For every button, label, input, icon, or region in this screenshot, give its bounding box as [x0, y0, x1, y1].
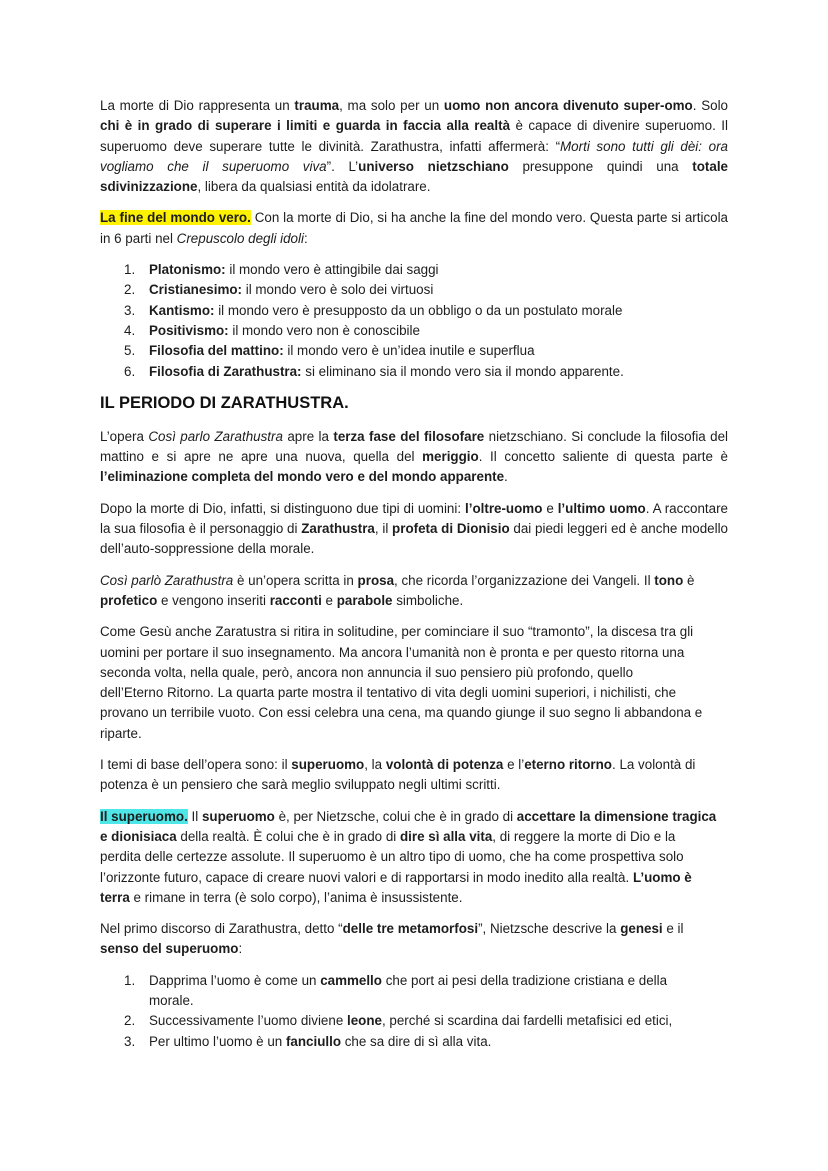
list-number: 4. [124, 322, 136, 338]
document-page [100, 96, 728, 1060]
text: e vengono inseriti [157, 592, 270, 608]
bold-text: universo nietzschiano [358, 158, 509, 174]
paragraph-two-types-of-men [100, 499, 728, 560]
text: : [238, 941, 243, 957]
bold-text: superuomo [165, 941, 239, 957]
paragraph-solitude [100, 622, 728, 744]
text: La morte di Dio rappresenta un [100, 98, 295, 113]
bold-text: Positivismo: [149, 322, 229, 338]
list-number: 6. [124, 363, 136, 379]
bold-text: accettare la dimensione tragica [516, 808, 717, 824]
list-number: 1. [124, 972, 136, 988]
bold-text: delle tre metamorfosi [342, 921, 479, 937]
text: Nel primo discorso di Zarathustra, detto “ [100, 921, 343, 937]
list-number: 3. [124, 1033, 136, 1049]
text: Dopo la morte di Dio, infatti, si distinguono due tipi di uomini: [100, 500, 466, 516]
paragraph-superman [100, 807, 728, 908]
list-item [100, 260, 728, 280]
text: il mondo vero è un’idea inutile e superflua [283, 343, 535, 359]
text: . Solo [692, 98, 728, 113]
text: Il [187, 808, 202, 824]
list-number: 2. [124, 282, 136, 298]
bold-text: superuomo [291, 757, 365, 773]
section-heading: IL PERIODO DI ZARATHUSTRA. [100, 393, 349, 412]
bold-text: l’oltre-uomo [465, 500, 543, 516]
text-line: potenza è un pensiero che sarà meglio sviluppato negli ultimi scritti. [100, 777, 501, 793]
text: Per ultimo l’uomo è un [149, 1033, 286, 1049]
text: , libera da qualsiasi entità da idolatrare. [197, 179, 431, 195]
bold-text: fanciullo [285, 1033, 342, 1049]
italic-quote: Morti sono tutti gli dèi: ora vogliamo che il superuomo viva [100, 138, 728, 174]
text: : [303, 230, 308, 246]
text-line: provano un terribile vuoto. Con essi celebra una cena, ma quando giunge il suo segno li abbandona e [100, 705, 703, 721]
text: , la [364, 757, 386, 773]
text: il mondo vero è attingibile dai saggi [225, 262, 439, 278]
text: . [504, 469, 508, 485]
text: I temi di base dell’opera sono: il [100, 757, 292, 773]
bold-text: superuomo [201, 808, 275, 824]
bold-text: Filosofia del mattino: [149, 343, 284, 359]
text: è [683, 572, 695, 588]
bold-text: Kantismo: [149, 302, 215, 318]
bold-text: totale sdivinizzazione [100, 158, 728, 195]
text: dai piedi leggeri ed è anche modello dell’auto-soppressione della morale. [100, 521, 728, 557]
text-line: riparte. [100, 725, 142, 741]
bold-text: Platonismo: [149, 262, 226, 278]
list-number: 3. [124, 302, 136, 318]
list-number: 2. [124, 1013, 136, 1029]
bold-text: Cristianesimo: [149, 282, 243, 298]
text: Successivamente l’uomo diviene [149, 1013, 347, 1029]
bold-text: eterno ritorno [524, 757, 612, 773]
text-line: perdita delle certezze assolute. Il superuomo è un altro tipo di uomo, che ha come prospettiva solo [100, 849, 684, 865]
text: che sa dire di sì alla vita. [341, 1033, 492, 1049]
paragraph-end-of-true-world [100, 208, 728, 249]
list-item [100, 341, 728, 361]
bold-text: volontà di potenza [385, 757, 504, 773]
bold-text: parabole [336, 592, 393, 608]
text-line: uomini per portare il suo insegnamento. Ma ancora l’umanità non è pronta e per questo ritorna una [100, 644, 685, 660]
text: , perché si scardina dai fardelli metafisici ed etici, [381, 1013, 673, 1029]
bold-text: genesi [620, 921, 663, 937]
italic-title: Così parlo Zarathustra [148, 428, 283, 444]
list-number: 1. [124, 262, 136, 278]
text: . La volontà di [612, 757, 696, 773]
bold-text: L’uomo è [632, 869, 692, 885]
text: e rimane in terra (è solo corpo), l’anima è insussistente. [129, 889, 463, 905]
text: . Il concetto saliente di questa parte è [478, 449, 728, 465]
text: della realtà. È colui che è in grado di [176, 828, 400, 844]
bold-text: leone [346, 1013, 382, 1029]
paragraph-three-metamorphoses [100, 919, 728, 960]
text: e il [662, 921, 684, 937]
text: il mondo vero non è conoscibile [228, 322, 420, 338]
numbered-list-metamorphoses [100, 971, 728, 1052]
bold-text: dire sì alla vita [399, 828, 493, 844]
text: il mondo vero è presupposto da un obbligo o da un postulato morale [214, 302, 623, 318]
bold-text: prosa [357, 572, 395, 588]
italic-title: Così parlò Zarathustra [100, 572, 234, 588]
paragraph-death-of-god [100, 96, 728, 197]
bold-text: cammello [320, 972, 382, 988]
bold-text: profetico [100, 592, 158, 608]
text: presuppone quindi una [508, 158, 693, 174]
bold-text: chi è in grado di superare i limiti e guarda in faccia alla realtà [100, 118, 511, 134]
bold-text: racconti [269, 592, 322, 608]
bold-text: uomo non ancora divenuto super-omo [443, 98, 693, 113]
list-item [100, 1011, 728, 1031]
bold-text: tono [654, 572, 684, 588]
bold-text: profeta di Dionisio [392, 521, 510, 537]
list-item [100, 362, 728, 382]
text: , che ricorda l’organizzazione dei Vangeli. Il [394, 572, 655, 588]
text: , il [374, 521, 393, 537]
text: e l’ [503, 757, 525, 773]
italic-title: Crepuscolo degli idoli [176, 230, 304, 246]
text: simboliche. [392, 592, 464, 608]
text: il mondo vero è solo dei virtuosi [242, 282, 434, 298]
text: morale. [149, 992, 194, 1008]
text: è capace di divenire superuomo. Il superuomo deve superare tutte le divinità. Zarathustra, infatti affermerà: “ [100, 118, 728, 154]
text: è, per Nietzsche, colui che è in grado di [274, 808, 517, 824]
bold-text: terza fase del filosofare [333, 428, 485, 444]
text: apre la [282, 428, 334, 444]
bold-text: Zarathustra [301, 521, 375, 537]
text: Con la morte di Dio, si ha anche la fine del mondo vero. Questa parte si articola in 6 parti nel [100, 210, 729, 246]
text: . A raccontare la sua filosofia è il personaggio di [100, 500, 728, 537]
bold-text: Filosofia di Zarathustra: [149, 363, 302, 379]
paragraph-third-phase [100, 427, 728, 488]
paragraph-themes [100, 755, 728, 796]
text: nietzschiano. Si conclude la filosofia del mattino e si apre ne apre una nuova, quella del [100, 428, 729, 465]
text: è un’opera scritta in [233, 572, 358, 588]
list-item [100, 280, 728, 300]
list-item [100, 321, 728, 341]
list-number: 5. [124, 343, 136, 359]
text-line: dell’Eterno Ritorno. La quarta parte mostra il tentativo di vita degli uomini superiori, i nichilisti, che [100, 685, 677, 701]
numbered-list-phases [100, 260, 728, 382]
list-item [100, 1032, 728, 1052]
text: si eliminano sia il mondo vero sia il mondo apparente. [301, 363, 624, 379]
bold-text: senso del [100, 941, 162, 957]
bold-text: l’eliminazione completa del mondo vero e del mondo apparente [100, 469, 505, 485]
list-item [100, 301, 728, 321]
paragraph-prose-style [100, 571, 728, 612]
text: che port ai pesi della tradizione cristiana e della [381, 972, 668, 988]
text: Dapprima l’uomo è come un [149, 972, 321, 988]
text: ”. L’ [326, 158, 359, 174]
text: , di reggere la morte di Dio e la [492, 828, 676, 844]
list-item [100, 971, 728, 1012]
bold-text: l’ultimo uomo [557, 500, 646, 516]
bold-text: terra [100, 889, 130, 905]
text-line: Come Gesù anche Zaratustra si ritira in solitudine, per cominciare il suo “tramonto”, la discesa tra gli [100, 624, 694, 640]
bold-text: trauma [294, 98, 340, 113]
text: l’orizzonte futuro, capace di creare nuovi valori e di rapportarsi in modo inedito alla realtà. [100, 869, 633, 885]
text: L’opera [100, 428, 149, 444]
text-line: seconda volta, nella quale, però, ancora non annuncia il suo pensiero più profondo, quello [100, 664, 634, 680]
text: e [542, 500, 558, 516]
text: , ma solo per un [339, 98, 444, 113]
text: ”, Nietzsche descrive la [478, 921, 621, 937]
text: e [321, 592, 337, 608]
highlighted-subheading: Il superuomo. [100, 808, 188, 824]
bold-text: e dionisiaca [100, 828, 177, 844]
highlighted-subheading: La fine del mondo vero. [100, 210, 251, 226]
bold-text: meriggio [422, 449, 479, 465]
